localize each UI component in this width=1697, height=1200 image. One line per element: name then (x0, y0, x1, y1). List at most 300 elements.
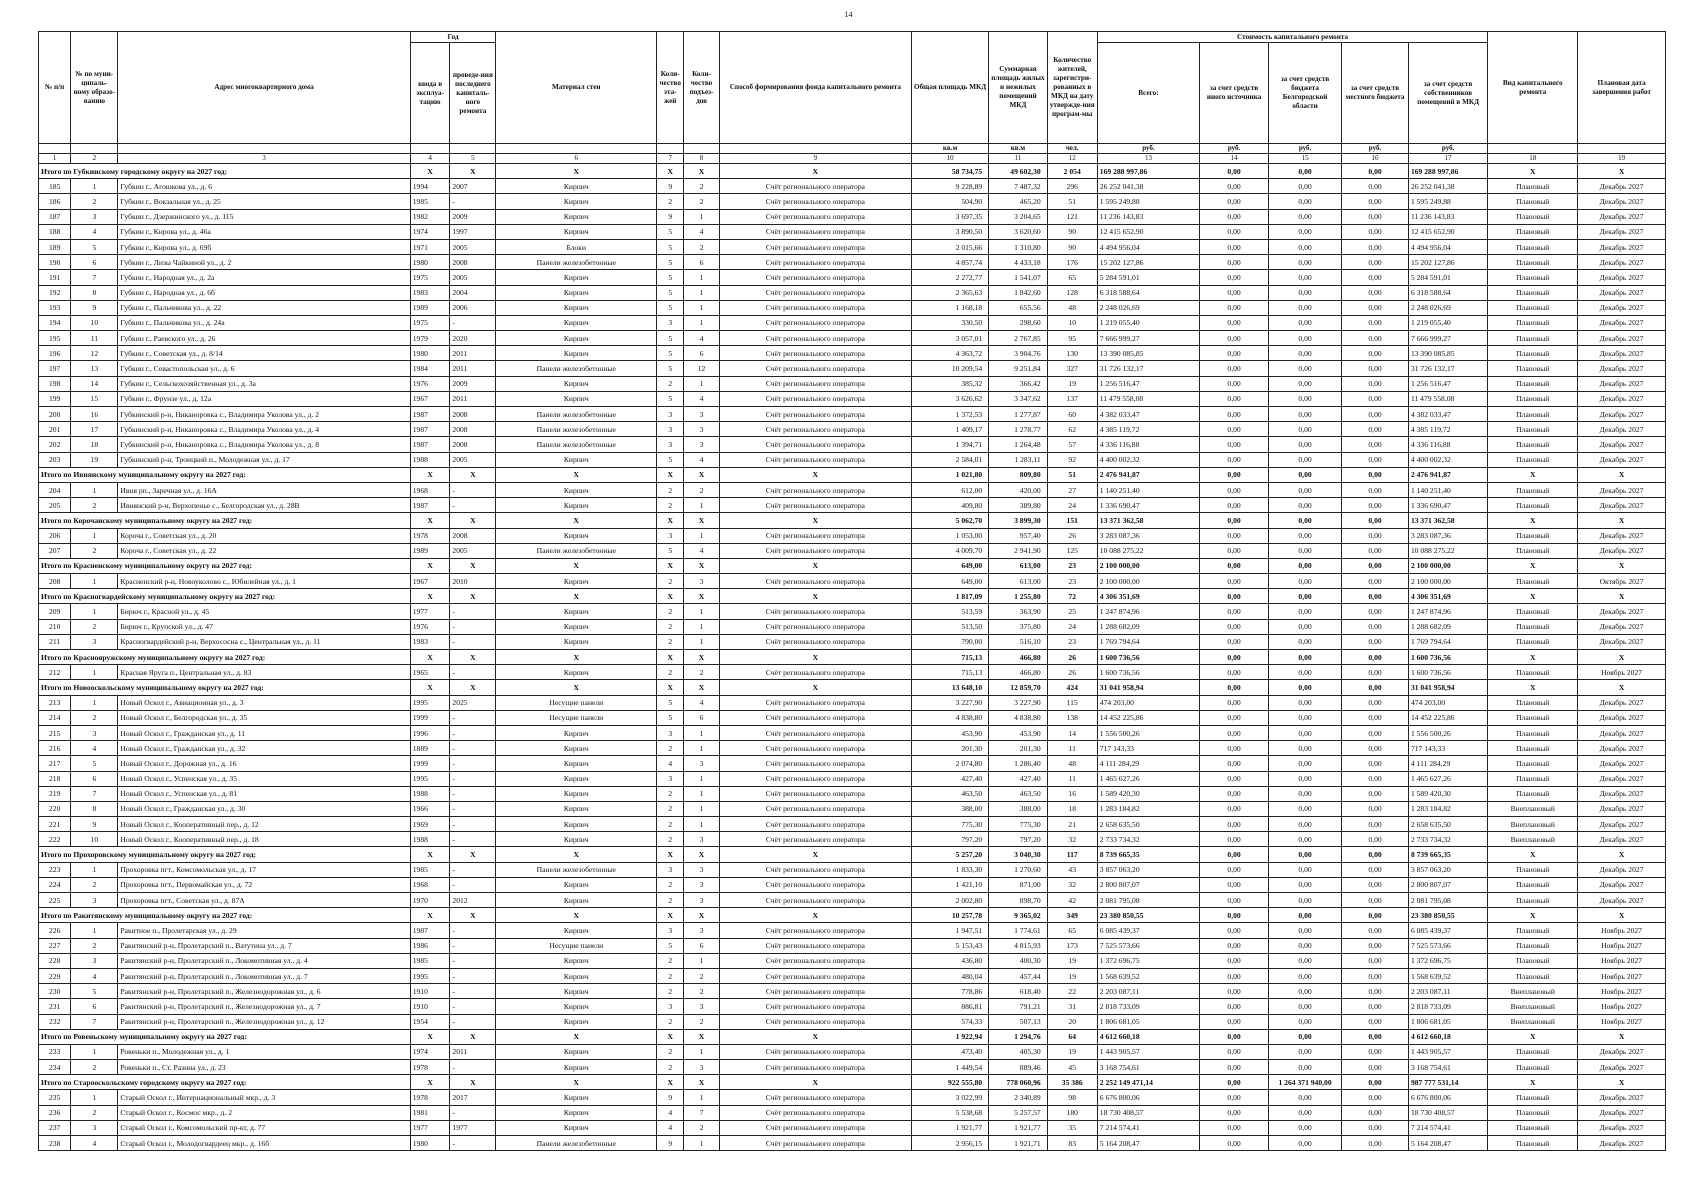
cost-owners-cell: 1 219 055,40 (1408, 315, 1487, 330)
district-total-row (39, 589, 1666, 604)
repair-type-cell: Плановый (1488, 407, 1578, 422)
residents-cell: 23 (1047, 634, 1097, 649)
total-cost-local-cell: 0,00 (1342, 847, 1409, 862)
row-number: 205 (39, 498, 71, 513)
row-number: 190 (39, 255, 71, 270)
wall-material-cell: Панели железобетонные (496, 437, 657, 452)
cost-regional-cell: 0,00 (1269, 361, 1342, 376)
total-last-repair-year-cell: X (450, 164, 496, 179)
cost-owners-cell: 3 857 063,20 (1408, 862, 1487, 877)
unit-cell: чел. (1047, 144, 1097, 154)
cost-regional-cell: 0,00 (1269, 862, 1342, 877)
total-residents-cell: 26 (1047, 650, 1097, 665)
cost-regional-cell: 0,00 (1269, 619, 1342, 634)
column-number-cell: 4 (410, 154, 450, 164)
address-cell: Красненский р-н, Новоуколово с., Юбилейная ул., д. 1 (118, 574, 410, 589)
district-total-label: Итого по Красненскому муниципальному округу на 2027 год: (39, 558, 411, 573)
cost-total-cell: 6 676 800,06 (1097, 1090, 1199, 1105)
cost-total-cell: 1 256 516,47 (1097, 376, 1199, 391)
residents-cell: 125 (1047, 543, 1097, 558)
premises-area-cell: 2 340,89 (989, 1090, 1047, 1105)
residents-cell: 27 (1047, 482, 1097, 497)
cost-total-cell: 1 443 905,57 (1097, 1044, 1199, 1059)
cost-other-cell: 0,00 (1200, 725, 1269, 740)
row-number: 187 (39, 209, 71, 224)
municipal-number: 5 (71, 756, 118, 771)
entrances-cell: 1 (684, 285, 720, 300)
cost-owners-cell: 1 283 184,82 (1408, 801, 1487, 816)
planned-date-cell: Декабрь 2027 (1578, 771, 1666, 786)
table-row (39, 786, 1666, 801)
cost-owners-cell: 7 214 574,41 (1408, 1120, 1487, 1135)
fund-method-cell: Счёт регионального оператора (719, 315, 911, 330)
cost-local-cell: 0,00 (1342, 255, 1409, 270)
address-cell: Губкин г., Народная ул., д. 6б (118, 285, 410, 300)
address-cell: Губкинский р-н, Никаноровка с., Владимира Уколова ул., д. 4 (118, 422, 410, 437)
municipal-number: 4 (71, 224, 118, 239)
header-cost-group: Стоимость капитального ремонта (1097, 32, 1488, 43)
row-number: 197 (39, 361, 71, 376)
cost-other-cell: 0,00 (1200, 862, 1269, 877)
last-repair-year-cell: - (450, 923, 496, 938)
cost-local-cell: 0,00 (1342, 1044, 1409, 1059)
cost-owners-cell: 2 100 000,00 (1408, 574, 1487, 589)
residents-cell: 19 (1047, 968, 1097, 983)
last-repair-year-cell: - (450, 953, 496, 968)
total-cost-total-cell: 23 380 850,55 (1097, 908, 1199, 923)
total-cost-local-cell: 0,00 (1342, 1029, 1409, 1044)
floors-cell: 5 (657, 270, 684, 285)
cost-regional-cell: 0,00 (1269, 270, 1342, 285)
cost-regional-cell: 0,00 (1269, 391, 1342, 406)
premises-area-cell: 655,56 (989, 300, 1047, 315)
premises-area-cell: 5 257,57 (989, 1105, 1047, 1120)
premises-area-cell: 427,40 (989, 771, 1047, 786)
total-last-repair-year-cell: X (450, 467, 496, 482)
header-cost-local-budget: за счет средств местного бюджета (1342, 43, 1409, 144)
wall-material-cell: Блоки (496, 239, 657, 254)
address-cell: Губкинский р-н, Троицкий п., Молодежная ул., д. 17 (118, 452, 410, 467)
address-cell: Губкин г., Фрунзе ул., д. 12а (118, 391, 410, 406)
premises-area-cell: 389,80 (989, 498, 1047, 513)
total-entrances-cell: X (684, 680, 720, 695)
cost-local-cell: 0,00 (1342, 968, 1409, 983)
address-cell: Новый Оскол г., Успенская ул., д. 81 (118, 786, 410, 801)
header-numbers-row (39, 154, 1666, 164)
table-row (39, 300, 1666, 315)
wall-material-cell: Кирпич (496, 1060, 657, 1075)
floors-cell: 2 (657, 634, 684, 649)
table-row (39, 361, 1666, 376)
floors-cell: 5 (657, 285, 684, 300)
fund-method-cell: Счёт регионального оператора (719, 437, 911, 452)
cost-other-cell: 0,00 (1200, 771, 1269, 786)
cost-total-cell: 6 318 588,64 (1097, 285, 1199, 300)
total-planned-date-cell: X (1578, 589, 1666, 604)
total-area-cell: 3 890,50 (911, 224, 988, 239)
row-number: 207 (39, 543, 71, 558)
planned-date-cell: Декабрь 2027 (1578, 862, 1666, 877)
cost-local-cell: 0,00 (1342, 1060, 1409, 1075)
district-total-row (39, 908, 1666, 923)
commissioning-year-cell: 1981 (410, 1105, 450, 1120)
floors-cell: 3 (657, 528, 684, 543)
address-cell: Старый Оскол г., Космос мкр., д. 2 (118, 1105, 410, 1120)
premises-area-cell: 3 204,65 (989, 209, 1047, 224)
premises-area-cell: 1 286,40 (989, 756, 1047, 771)
total-cost-regional-cell: 0,00 (1269, 589, 1342, 604)
entrances-cell: 3 (684, 1060, 720, 1075)
floors-cell: 3 (657, 862, 684, 877)
total-repair-type-cell: X (1488, 680, 1578, 695)
municipal-number: 2 (71, 1105, 118, 1120)
total-area-cell: 3 697,35 (911, 209, 988, 224)
fund-method-cell: Счёт регионального оператора (719, 528, 911, 543)
row-number: 222 (39, 832, 71, 847)
municipal-number: 3 (71, 1120, 118, 1135)
cost-regional-cell: 0,00 (1269, 498, 1342, 513)
total-last-repair-year-cell: X (450, 1029, 496, 1044)
municipal-number: 6 (71, 999, 118, 1014)
row-number: 215 (39, 725, 71, 740)
total-area-cell: 775,30 (911, 817, 988, 832)
last-repair-year-cell: 2011 (450, 361, 496, 376)
cost-total-cell: 1 595 249,88 (1097, 194, 1199, 209)
cost-regional-cell: 0,00 (1269, 604, 1342, 619)
floors-cell: 9 (657, 209, 684, 224)
cost-other-cell: 0,00 (1200, 817, 1269, 832)
residents-cell: 83 (1047, 1136, 1097, 1151)
wall-material-cell: Несущие панели (496, 710, 657, 725)
entrances-cell: 2 (684, 239, 720, 254)
wall-material-cell: Кирпич (496, 376, 657, 391)
total-entrances-cell: X (684, 513, 720, 528)
cost-regional-cell: 0,00 (1269, 1120, 1342, 1135)
cost-other-cell: 0,00 (1200, 893, 1269, 908)
planned-date-cell: Декабрь 2027 (1578, 619, 1666, 634)
planned-date-cell: Декабрь 2027 (1578, 1044, 1666, 1059)
cost-regional-cell: 0,00 (1269, 1014, 1342, 1029)
planned-date-cell: Декабрь 2027 (1578, 817, 1666, 832)
planned-date-cell: Декабрь 2027 (1578, 179, 1666, 194)
entrances-cell: 1 (684, 498, 720, 513)
cost-owners-cell: 13 390 085,85 (1408, 346, 1487, 361)
cost-local-cell: 0,00 (1342, 270, 1409, 285)
repair-type-cell: Плановый (1488, 361, 1578, 376)
last-repair-year-cell: 2005 (450, 452, 496, 467)
cost-other-cell: 0,00 (1200, 999, 1269, 1014)
municipal-number: 6 (71, 255, 118, 270)
last-repair-year-cell: - (450, 999, 496, 1014)
row-number: 185 (39, 179, 71, 194)
table-row (39, 938, 1666, 953)
repair-type-cell: Плановый (1488, 1105, 1578, 1120)
address-cell: Губкинский р-н, Никаноровка с., Владимира Уколова ул., д. 8 (118, 437, 410, 452)
wall-material-cell: Кирпич (496, 953, 657, 968)
last-repair-year-cell: - (450, 771, 496, 786)
planned-date-cell: Декабрь 2027 (1578, 801, 1666, 816)
wall-material-cell: Кирпич (496, 209, 657, 224)
total-area-cell: 4 363,72 (911, 346, 988, 361)
municipal-number: 2 (71, 710, 118, 725)
planned-date-cell: Декабрь 2027 (1578, 376, 1666, 391)
commissioning-year-cell: 1994 (410, 179, 450, 194)
wall-material-cell: Кирпич (496, 391, 657, 406)
cost-regional-cell: 0,00 (1269, 346, 1342, 361)
total-cost-local-cell: 0,00 (1342, 164, 1409, 179)
address-cell: Новый Оскол г., Гражданская ул., д. 11 (118, 725, 410, 740)
total-wall-material-cell: X (496, 1075, 657, 1090)
district-total-row (39, 513, 1666, 528)
total-area-cell: 388,00 (911, 801, 988, 816)
total-cost-regional-cell: 0,00 (1269, 1029, 1342, 1044)
fund-method-cell: Счёт регионального оператора (719, 179, 911, 194)
cost-other-cell: 0,00 (1200, 938, 1269, 953)
premises-area-cell: 871,00 (989, 877, 1047, 892)
floors-cell: 2 (657, 604, 684, 619)
table-row (39, 817, 1666, 832)
total-fund-method-cell: X (719, 908, 911, 923)
total-planned-date-cell: X (1578, 1075, 1666, 1090)
planned-date-cell: Декабрь 2027 (1578, 422, 1666, 437)
total-repair-type-cell: X (1488, 164, 1578, 179)
total-repair-type-cell: X (1488, 908, 1578, 923)
fund-method-cell: Счёт регионального оператора (719, 1120, 911, 1135)
cost-total-cell: 11 236 143,83 (1097, 209, 1199, 224)
total-cost-total-cell: 4 612 660,18 (1097, 1029, 1199, 1044)
cost-owners-cell: 4 385 119,72 (1408, 422, 1487, 437)
planned-date-cell: Декабрь 2027 (1578, 391, 1666, 406)
last-repair-year-cell: 2011 (450, 1044, 496, 1059)
total-fund-method-cell: X (719, 589, 911, 604)
cost-other-cell: 0,00 (1200, 877, 1269, 892)
total-planned-date-cell: X (1578, 680, 1666, 695)
municipal-number: 19 (71, 452, 118, 467)
residents-cell: 95 (1047, 331, 1097, 346)
premises-area-cell: 400,30 (989, 953, 1047, 968)
premises-area-cell: 366,42 (989, 376, 1047, 391)
residents-cell: 115 (1047, 695, 1097, 710)
premises-area-cell: 1 270,60 (989, 862, 1047, 877)
municipal-number: 2 (71, 194, 118, 209)
entrances-cell: 3 (684, 893, 720, 908)
cost-total-cell: 1 556 500,26 (1097, 725, 1199, 740)
row-number: 217 (39, 756, 71, 771)
fund-method-cell: Счёт регионального оператора (719, 695, 911, 710)
total-repair-type-cell: X (1488, 513, 1578, 528)
planned-date-cell: Декабрь 2027 (1578, 270, 1666, 285)
floors-cell: 5 (657, 938, 684, 953)
repair-type-cell: Внеплановый (1488, 999, 1578, 1014)
commissioning-year-cell: 1980 (410, 346, 450, 361)
total-last-repair-year-cell: X (450, 908, 496, 923)
commissioning-year-cell: 1985 (410, 194, 450, 209)
floors-cell: 4 (657, 1105, 684, 1120)
total-area-cell: 1 372,53 (911, 407, 988, 422)
last-repair-year-cell: 2004 (450, 285, 496, 300)
residents-cell: 24 (1047, 619, 1097, 634)
municipal-number: 3 (71, 634, 118, 649)
address-cell: Губкин г., Вокзальная ул., д. 25 (118, 194, 410, 209)
cost-local-cell: 0,00 (1342, 710, 1409, 725)
unit-cell: руб. (1200, 144, 1269, 154)
row-number: 232 (39, 1014, 71, 1029)
municipal-number: 2 (71, 498, 118, 513)
cost-total-cell: 31 726 132,17 (1097, 361, 1199, 376)
cost-local-cell: 0,00 (1342, 315, 1409, 330)
cost-regional-cell: 0,00 (1269, 437, 1342, 452)
fund-method-cell: Счёт регионального оператора (719, 270, 911, 285)
total-area-cell: 1 168,18 (911, 300, 988, 315)
cost-regional-cell: 0,00 (1269, 786, 1342, 801)
header-total-area: Общая площадь МКД (911, 32, 988, 144)
entrances-cell: 3 (684, 407, 720, 422)
total-total-area-cell: 922 555,80 (911, 1075, 988, 1090)
total-premises-area-cell: 3 899,30 (989, 513, 1047, 528)
commissioning-year-cell: 1988 (410, 786, 450, 801)
planned-date-cell: Декабрь 2027 (1578, 437, 1666, 452)
row-number: 236 (39, 1105, 71, 1120)
entrances-cell: 2 (684, 194, 720, 209)
planned-date-cell: Декабрь 2027 (1578, 209, 1666, 224)
total-residents-cell: 35 386 (1047, 1075, 1097, 1090)
entrances-cell: 3 (684, 437, 720, 452)
residents-cell: 90 (1047, 224, 1097, 239)
last-repair-year-cell: - (450, 482, 496, 497)
municipal-number: 3 (71, 953, 118, 968)
last-repair-year-cell: - (450, 710, 496, 725)
row-number: 204 (39, 482, 71, 497)
entrances-cell: 1 (684, 209, 720, 224)
row-number: 218 (39, 771, 71, 786)
address-cell: Губкин г., Дзержинского ул., д. 115 (118, 209, 410, 224)
cost-total-cell: 7 525 573,66 (1097, 938, 1199, 953)
column-number-cell: 7 (657, 154, 684, 164)
fund-method-cell: Счёт регионального оператора (719, 209, 911, 224)
planned-date-cell: Декабрь 2027 (1578, 255, 1666, 270)
repair-type-cell: Плановый (1488, 862, 1578, 877)
floors-cell: 3 (657, 999, 684, 1014)
column-number-cell: 5 (450, 154, 496, 164)
total-cost-local-cell: 0,00 (1342, 1075, 1409, 1090)
total-planned-date-cell: X (1578, 1029, 1666, 1044)
cost-other-cell: 0,00 (1200, 331, 1269, 346)
planned-date-cell: Декабрь 2027 (1578, 893, 1666, 908)
total-cost-regional-cell: 0,00 (1269, 650, 1342, 665)
table-row (39, 224, 1666, 239)
total-area-cell: 612,00 (911, 482, 988, 497)
total-fund-method-cell: X (719, 1029, 911, 1044)
total-commissioning-year-cell: X (410, 589, 450, 604)
cost-local-cell: 0,00 (1342, 437, 1409, 452)
entrances-cell: 1 (684, 817, 720, 832)
wall-material-cell: Кирпич (496, 1105, 657, 1120)
commissioning-year-cell: 1987 (410, 923, 450, 938)
column-number-cell: 14 (1200, 154, 1269, 164)
entrances-cell: 2 (684, 1120, 720, 1135)
total-entrances-cell: X (684, 164, 720, 179)
fund-method-cell: Счёт регионального оператора (719, 1014, 911, 1029)
floors-cell: 2 (657, 376, 684, 391)
municipal-number: 3 (71, 893, 118, 908)
cost-regional-cell: 0,00 (1269, 1044, 1342, 1059)
table-row (39, 331, 1666, 346)
cost-local-cell: 0,00 (1342, 665, 1409, 680)
total-area-cell: 4 857,74 (911, 255, 988, 270)
cost-total-cell: 2 203 087,11 (1097, 984, 1199, 999)
last-repair-year-cell: - (450, 832, 496, 847)
fund-method-cell: Счёт регионального оператора (719, 832, 911, 847)
floors-cell: 3 (657, 725, 684, 740)
repair-type-cell: Плановый (1488, 194, 1578, 209)
commissioning-year-cell: 1982 (410, 209, 450, 224)
page-number: 14 (844, 10, 853, 19)
commissioning-year-cell: 1999 (410, 710, 450, 725)
total-total-area-cell: 5 062,70 (911, 513, 988, 528)
municipal-number: 1 (71, 1044, 118, 1059)
wall-material-cell: Кирпич (496, 1014, 657, 1029)
residents-cell: 20 (1047, 1014, 1097, 1029)
last-repair-year-cell: 2011 (450, 391, 496, 406)
fund-method-cell: Счёт регионального оператора (719, 999, 911, 1014)
commissioning-year-cell: 1970 (410, 893, 450, 908)
wall-material-cell: Кирпич (496, 270, 657, 285)
floors-cell: 3 (657, 315, 684, 330)
entrances-cell: 3 (684, 756, 720, 771)
address-cell: Губкин г., Агошкова ул., д. 6 (118, 179, 410, 194)
planned-date-cell: Ноябрь 2027 (1578, 665, 1666, 680)
fund-method-cell: Счёт регионального оператора (719, 604, 911, 619)
floors-cell: 2 (657, 832, 684, 847)
cost-local-cell: 0,00 (1342, 953, 1409, 968)
total-area-cell: 2 584,01 (911, 452, 988, 467)
total-premises-area-cell: 1 255,80 (989, 589, 1047, 604)
premises-area-cell: 1 277,87 (989, 407, 1047, 422)
table-row (39, 1090, 1666, 1105)
cost-other-cell: 0,00 (1200, 801, 1269, 816)
floors-cell: 2 (657, 786, 684, 801)
cost-owners-cell: 3 283 087,36 (1408, 528, 1487, 543)
municipal-number: 3 (71, 725, 118, 740)
cost-owners-cell: 6 676 800,06 (1408, 1090, 1487, 1105)
cost-local-cell: 0,00 (1342, 452, 1409, 467)
address-cell: Ракитянский р-н, Пролетарский п., Локомотивная ул., д. 7 (118, 968, 410, 983)
total-commissioning-year-cell: X (410, 650, 450, 665)
fund-method-cell: Счёт регионального оператора (719, 665, 911, 680)
total-premises-area-cell: 49 602,30 (989, 164, 1047, 179)
floors-cell: 3 (657, 923, 684, 938)
total-wall-material-cell: X (496, 513, 657, 528)
cost-local-cell: 0,00 (1342, 1014, 1409, 1029)
fund-method-cell: Счёт регионального оператора (719, 771, 911, 786)
municipal-number: 5 (71, 239, 118, 254)
total-entrances-cell: X (684, 1075, 720, 1090)
total-area-cell: 409,80 (911, 498, 988, 513)
address-cell: Губкинский р-н, Никаноровка с., Владимира Уколова ул., д. 2 (118, 407, 410, 422)
cost-other-cell: 0,00 (1200, 194, 1269, 209)
column-number-cell: 19 (1578, 154, 1666, 164)
cost-regional-cell: 0,00 (1269, 710, 1342, 725)
premises-area-cell: 4 815,93 (989, 938, 1047, 953)
floors-cell: 4 (657, 1120, 684, 1135)
cost-total-cell: 15 202 127,86 (1097, 255, 1199, 270)
cost-other-cell: 0,00 (1200, 923, 1269, 938)
table-row (39, 1136, 1666, 1151)
fund-method-cell: Счёт регионального оператора (719, 634, 911, 649)
entrances-cell: 6 (684, 255, 720, 270)
floors-cell: 2 (657, 893, 684, 908)
residents-cell: 19 (1047, 953, 1097, 968)
